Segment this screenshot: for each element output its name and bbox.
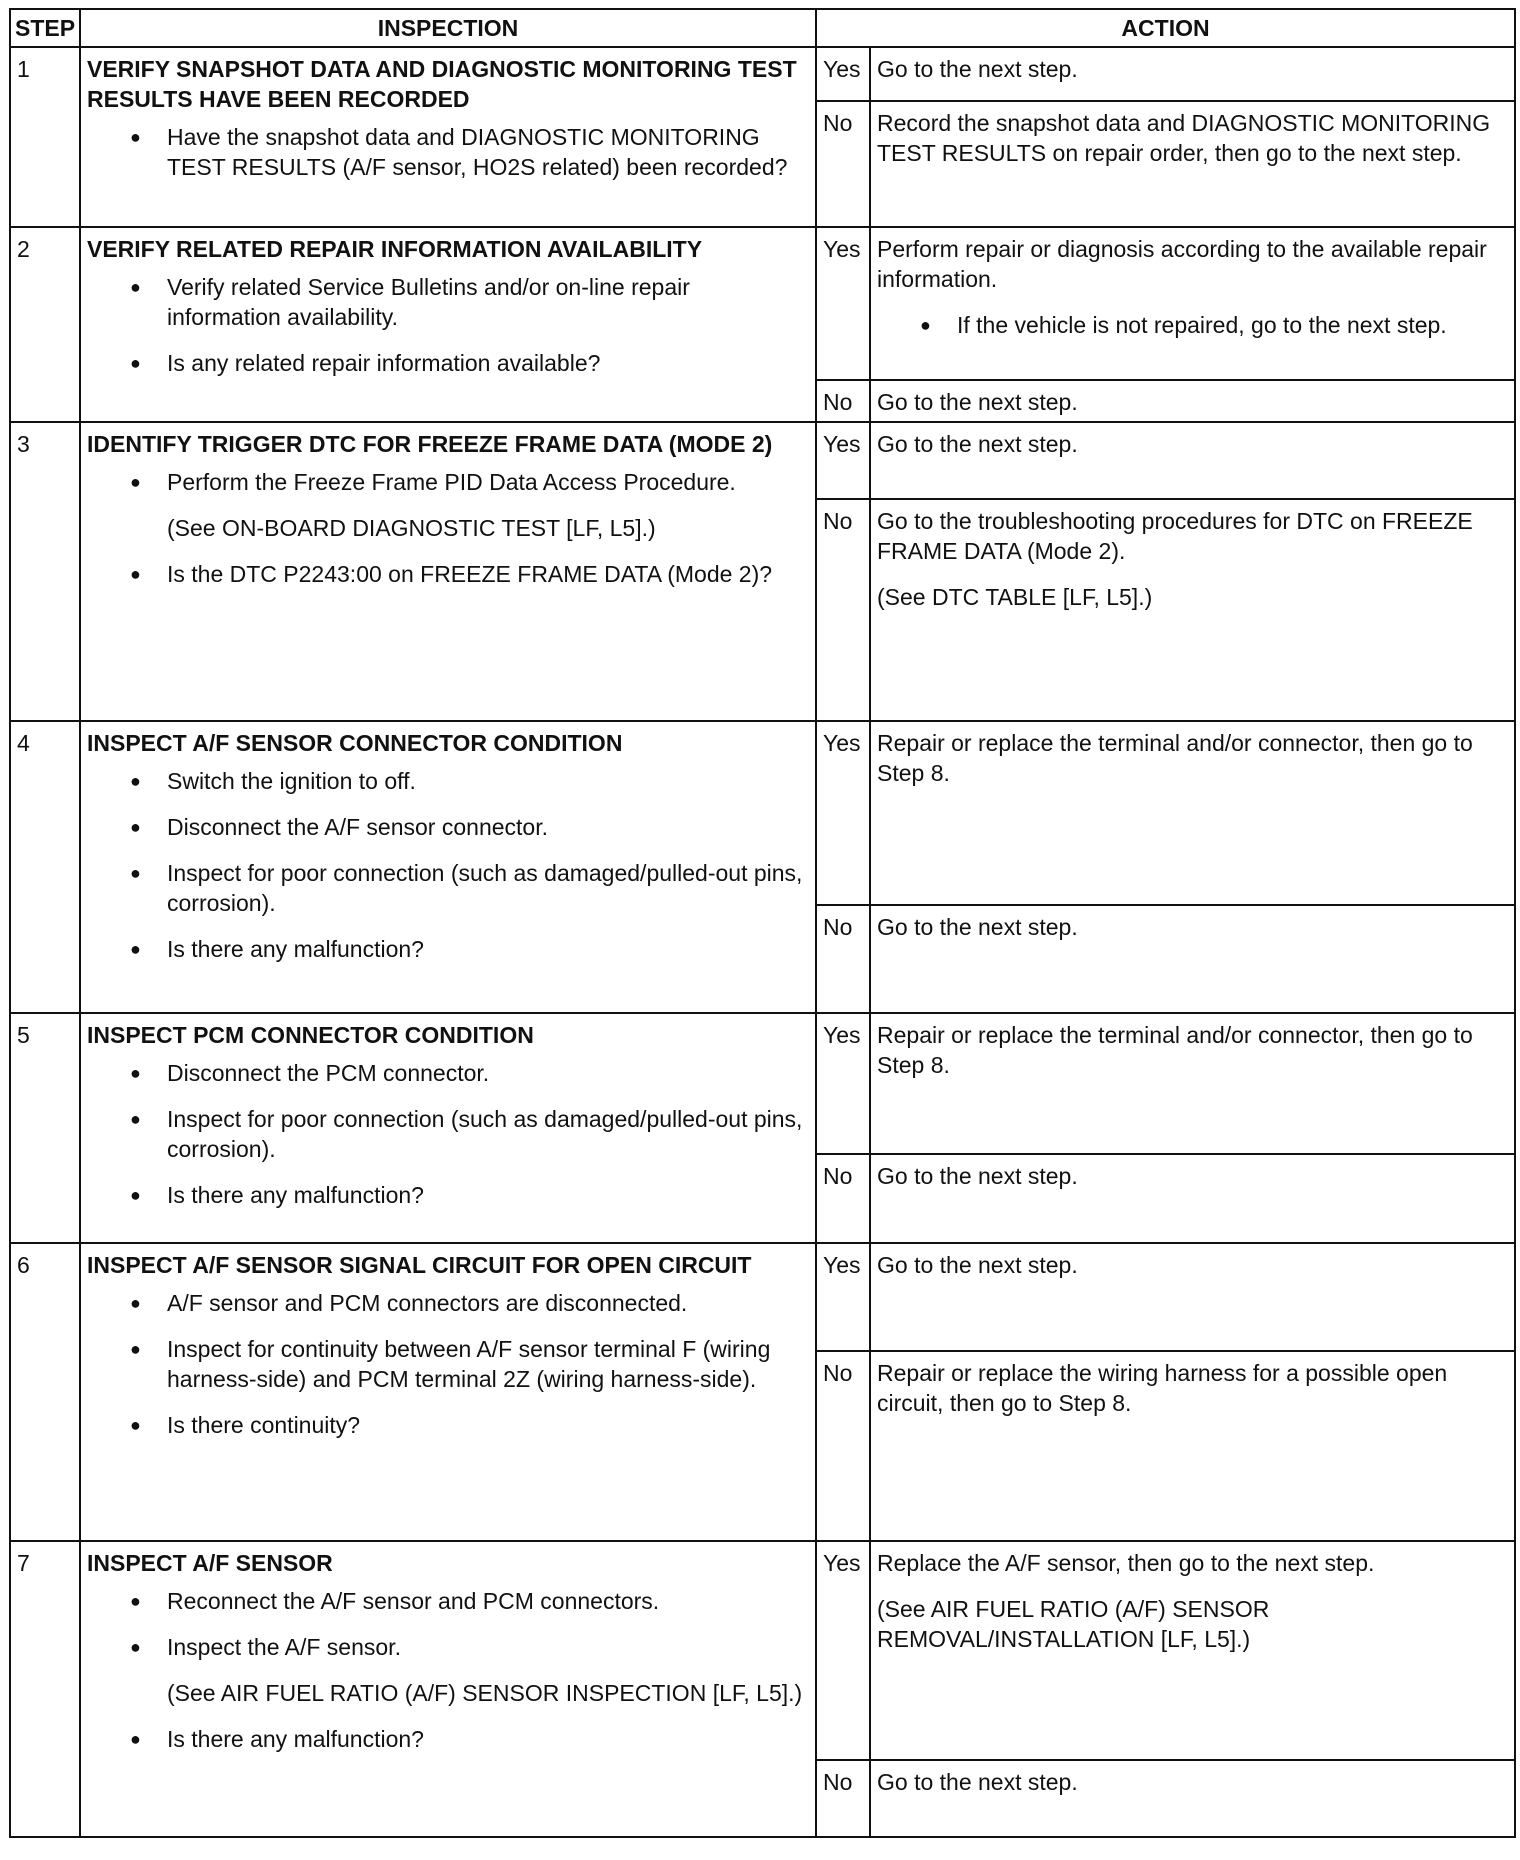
no-action: Go to the next step. [870, 1154, 1515, 1243]
step-5-row [10, 1013, 1515, 1154]
yes-label: Yes [816, 1541, 870, 1760]
step-number: 6 [10, 1243, 80, 1541]
header-step: STEP [10, 9, 80, 47]
inspection-bullet: ● Reconnect the A/F sensor and PCM connectors. [87, 1586, 809, 1616]
yes-action: Repair or replace the terminal and/or connector, then go to Step 8. [870, 1013, 1515, 1154]
step-inspection [80, 422, 816, 721]
yes-action-cell [870, 227, 1515, 380]
inspection-bullets [87, 1724, 809, 1754]
yes-action: Go to the next step. [870, 1243, 1515, 1351]
no-label: No [816, 499, 870, 721]
inspection-bullet: ● Switch the ignition to off. [87, 766, 809, 796]
no-action: Go to the next step. [870, 1760, 1515, 1837]
inspection-bullet: ● Inspect for poor connection (such as damaged/pulled-out pins, corrosion). [87, 858, 809, 918]
no-label: No [816, 905, 870, 1013]
inspection-bullet: ● Inspect for poor connection (such as damaged/pulled-out pins, corrosion). [87, 1104, 809, 1164]
no-action: Go to the troubleshooting procedures for DTC on FREEZE FRAME DATA (Mode 2). [877, 508, 1473, 564]
header-inspection: INSPECTION [80, 9, 816, 47]
yes-action-reference: (See AIR FUEL RATIO (A/F) SENSOR REMOVAL/INSTALLATION [LF, L5].) [877, 1596, 1270, 1652]
no-action: Go to the next step. [870, 905, 1515, 1013]
no-label: No [816, 1154, 870, 1243]
no-action: Repair or replace the wiring harness for a possible open circuit, then go to Step 8. [870, 1351, 1515, 1541]
yes-label: Yes [816, 721, 870, 905]
step-title: INSPECT A/F SENSOR SIGNAL CIRCUIT FOR OPEN CIRCUIT [87, 1252, 752, 1278]
step-inspection [80, 721, 816, 1013]
inspection-bullet: ● A/F sensor and PCM connectors are disconnected. [87, 1288, 809, 1318]
header-action: ACTION [816, 9, 1515, 47]
inspection-bullet: ● Inspect the A/F sensor. [87, 1632, 809, 1662]
diagnostic-step-table [9, 8, 1516, 1838]
step-inspection [80, 1541, 816, 1837]
table-header-row [10, 9, 1515, 47]
inspection-bullet: ● Perform the Freeze Frame PID Data Access Procedure. [87, 467, 809, 497]
inspection-bullets [87, 766, 809, 964]
step-number: 2 [10, 227, 80, 422]
reference-note: (See AIR FUEL RATIO (A/F) SENSOR INSPECTION [LF, L5].) [167, 1680, 803, 1706]
yes-label: Yes [816, 47, 870, 101]
inspection-bullets [87, 1586, 809, 1662]
step-title: VERIFY SNAPSHOT DATA AND DIAGNOSTIC MONITORING TEST RESULTS HAVE BEEN RECORDED [87, 56, 797, 112]
no-action-reference: (See DTC TABLE [LF, L5].) [877, 584, 1153, 610]
step-2-row [10, 227, 1515, 380]
inspection-bullets [87, 1288, 809, 1440]
inspection-bullet: ● Disconnect the A/F sensor connector. [87, 812, 809, 842]
step-4-row [10, 721, 1515, 905]
no-label: No [816, 1760, 870, 1837]
step-number: 4 [10, 721, 80, 1013]
step-number: 5 [10, 1013, 80, 1243]
inspection-bullet: ● Disconnect the PCM connector. [87, 1058, 809, 1088]
step-inspection [80, 1243, 816, 1541]
inspection-bullets [87, 467, 809, 497]
inspection-bullets [87, 559, 809, 589]
inspection-bullets [87, 1058, 809, 1210]
inspection-bullet: ● Have the snapshot data and DIAGNOSTIC MONITORING TEST RESULTS (A/F sensor, HO2S related) been recorded? [87, 122, 809, 182]
step-number: 7 [10, 1541, 80, 1837]
step-1-row [10, 47, 1515, 101]
step-number: 3 [10, 422, 80, 721]
yes-label: Yes [816, 1243, 870, 1351]
yes-label: Yes [816, 227, 870, 380]
step-number: 1 [10, 47, 80, 227]
no-label: No [816, 101, 870, 227]
no-label: No [816, 1351, 870, 1541]
step-title: INSPECT A/F SENSOR [87, 1550, 333, 1576]
yes-label: Yes [816, 1013, 870, 1154]
step-7-row [10, 1541, 1515, 1760]
inspection-bullets [87, 122, 809, 182]
step-inspection [80, 1013, 816, 1243]
yes-action-bullet: ● If the vehicle is not repaired, go to the next step. [877, 310, 1508, 340]
step-title: IDENTIFY TRIGGER DTC FOR FREEZE FRAME DATA (MODE 2) [87, 431, 773, 457]
yes-action: Go to the next step. [870, 422, 1515, 499]
inspection-bullet: ● Is any related repair information available? [87, 348, 809, 378]
inspection-bullet: ● Inspect for continuity between A/F sensor terminal F (wiring harness-side) and PCM terminal 2Z (wiring harness-side). [87, 1334, 809, 1394]
no-action: Record the snapshot data and DIAGNOSTIC MONITORING TEST RESULTS on repair order, then go to the next step. [870, 101, 1515, 227]
step-6-row [10, 1243, 1515, 1351]
inspection-bullet: ● Is there any malfunction? [87, 1180, 809, 1210]
reference-note: (See ON-BOARD DIAGNOSTIC TEST [LF, L5].) [167, 515, 656, 541]
no-label: No [816, 380, 870, 422]
no-action: Go to the next step. [870, 380, 1515, 422]
step-title: INSPECT A/F SENSOR CONNECTOR CONDITION [87, 730, 623, 756]
yes-action: Perform repair or diagnosis according to the available repair information. [877, 236, 1487, 292]
yes-label: Yes [816, 422, 870, 499]
step-title: VERIFY RELATED REPAIR INFORMATION AVAILABILITY [87, 236, 703, 262]
inspection-bullets [87, 272, 809, 378]
step-title: INSPECT PCM CONNECTOR CONDITION [87, 1022, 534, 1048]
inspection-bullet: ● Is there any malfunction? [87, 934, 809, 964]
no-action-cell [870, 499, 1515, 721]
inspection-bullet: ● Is the DTC P2243:00 on FREEZE FRAME DATA (Mode 2)? [87, 559, 809, 589]
yes-action: Repair or replace the terminal and/or connector, then go to Step 8. [870, 721, 1515, 905]
step-inspection [80, 47, 816, 227]
yes-action-cell [870, 1541, 1515, 1760]
step-inspection [80, 227, 816, 422]
yes-action: Go to the next step. [870, 47, 1515, 101]
inspection-bullet: ● Is there any malfunction? [87, 1724, 809, 1754]
yes-action: Replace the A/F sensor, then go to the next step. [877, 1550, 1375, 1576]
inspection-bullet: ● Is there continuity? [87, 1410, 809, 1440]
step-3-row [10, 422, 1515, 499]
inspection-bullet: ● Verify related Service Bulletins and/or on-line repair information availability. [87, 272, 809, 332]
